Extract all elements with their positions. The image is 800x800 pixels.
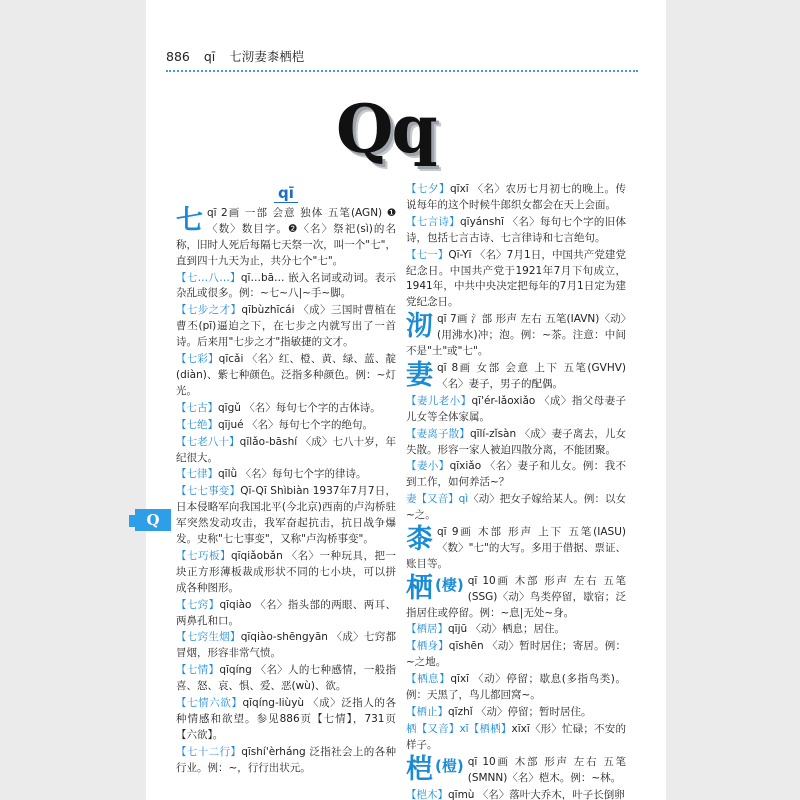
left-column xyxy=(176,184,396,778)
entry-definition: qī 2画 一部 会意 独体 五笔(AGN) ❶〈数〉数目字。❷〈名〉祭祀(sì)的名称，旧时人死后每隔七天祭一次，叫一个"七"，直到四十九天为止，共分七个"七"。 xyxy=(176,206,396,267)
entry-definition: qībùzhīcái 〈成〉三国时曹植在曹丕(pī)逼迫之下，在七步之内就写出了一首诗。后来用"七步之才"指敏捷的文才。 xyxy=(176,304,396,349)
compound-term: 【七彩】 xyxy=(176,353,219,366)
dictionary-entry xyxy=(406,394,626,426)
side-tab-letter: Q xyxy=(135,509,171,531)
dictionary-entry xyxy=(176,303,396,351)
dictionary-entry xyxy=(176,663,396,695)
header-characters: 七沏妻桼栖桤 xyxy=(229,49,305,64)
entry-definition: Qī-Qī Shìbiàn 1937年7月7日，日本侵略军向我国北平(今北京)西南的卢沟桥驻军突然发动攻击，我军奋起抗击，抗日战争爆发。史称"七七事变"，又称"卢沟桥事变"。 xyxy=(176,485,396,546)
compound-term: 【栖息】 xyxy=(406,673,451,686)
dictionary-entry xyxy=(176,630,396,662)
dictionary-entry xyxy=(406,672,626,704)
compound-term: 【妻小】 xyxy=(406,460,450,473)
headword: 桤 xyxy=(406,753,433,785)
compound-term: 【七巧板】 xyxy=(176,549,231,562)
dictionary-entry xyxy=(176,745,396,777)
entry-definition: qīqiǎobǎn 〈名〉一种玩具，把一块正方形薄板裁成形状不同的七小块，可以拼成各种图形。 xyxy=(176,549,396,594)
dictionary-entry xyxy=(176,549,396,597)
syllable-heading: qī xyxy=(176,186,396,202)
dictionary-entry xyxy=(406,427,626,459)
dictionary-entry xyxy=(406,622,626,638)
entry-definition: qī 9画 木部 形声 上下 五笔(IASU)〈数〉"七"的大写。多用于借据、票证、账目等。 xyxy=(406,526,626,570)
entry-definition: qīxī 〈名〉农历七月初七的晚上。传说每年的这个时候牛郎织女都会在天上会面。 xyxy=(406,183,627,211)
dictionary-entry xyxy=(176,484,396,548)
entry-definition: qīcǎi 〈名〉红、橙、黄、绿、蓝、靛(diàn)、紫七种颜色。泛指多种颜色。例：~灯光。 xyxy=(176,353,396,397)
compound-term: 【七绝】 xyxy=(176,418,218,431)
compound-term: 【七窍】 xyxy=(176,598,220,611)
entry-definition: qīxiǎo 〈名〉妻子和儿女。例：我不到工作，如何养活~？ xyxy=(406,460,627,489)
dictionary-entry xyxy=(406,492,626,524)
header-divider xyxy=(166,70,638,72)
compound-term: 【七情】 xyxy=(176,664,220,677)
entry-definition: qī 10画 木部 形声 左右 五笔(SMNN)〈名〉桤木。例：~林。 xyxy=(467,755,626,784)
compound-term: 【七言诗】 xyxy=(406,215,460,228)
entry-definition: qīqíng-liùyù 〈成〉泛指人的各种情感和欲望。参见886页【七情】，731页【六欲】。 xyxy=(176,697,397,741)
dictionary-entry xyxy=(406,525,626,573)
section-letter: Qq xyxy=(336,90,436,168)
entry-definition: qīlí-zǐsàn 〈成〉妻子离去，儿女失散。形容一家人被迫四散分离，不能团聚。 xyxy=(406,427,627,456)
entry-definition: qījué 〈名〉每句七个字的绝句。 xyxy=(218,418,373,431)
headword: 妻 xyxy=(406,359,433,391)
compound-term: 【七步之才】 xyxy=(176,304,242,317)
dictionary-entry xyxy=(176,206,396,270)
entry-definition: qīxī 〈动〉停留；歇息(多指鸟类)。例：天黑了，鸟儿都回窝~。 xyxy=(406,673,626,702)
headword: 桼 xyxy=(406,524,433,556)
compound-term: 【七律】 xyxy=(176,468,218,481)
dictionary-entry xyxy=(406,639,626,671)
compound-term: 妻【又音】qì xyxy=(406,493,469,506)
traditional-form: (棲) xyxy=(435,575,464,594)
dictionary-entry xyxy=(406,248,626,312)
entry-definition: 〈动〉把女子嫁给某人。例：以女~之。 xyxy=(406,493,626,522)
compound-term: 【妻儿老小】 xyxy=(406,394,472,407)
entry-definition: qīlǜ 〈名〉每句七个字的律诗。 xyxy=(218,468,367,481)
entry-definition: qīshēn 〈动〉暂时居住；寄居。例：~之地。 xyxy=(406,640,627,669)
dictionary-entry xyxy=(176,696,396,744)
dictionary-page xyxy=(146,0,666,800)
header-pinyin: qī xyxy=(203,49,216,64)
dictionary-entry xyxy=(406,312,626,360)
right-column xyxy=(406,182,626,800)
entry-definition: xīxī〈形〉忙碌；不安的样子。 xyxy=(406,722,626,751)
compound-term: 栖【又音】xī【栖栖】 xyxy=(406,722,512,735)
dictionary-entry xyxy=(176,418,396,434)
entry-definition: qīshí'èrháng 泛指社会上的各种行业。例：~，行行出状元。 xyxy=(176,745,396,774)
entry-definition: qīzhǐ 〈动〉停留；暂时居住。 xyxy=(448,706,592,718)
dictionary-entry xyxy=(176,271,396,303)
compound-term: 【桤木】 xyxy=(406,788,448,800)
entry-definition: qī 10画 木部 形声 左右 五笔(SSG)〈动〉鸟类停留，歇宿；泛指居住或停留。例：~息|无处~身。 xyxy=(406,574,626,619)
right-entries xyxy=(406,182,626,800)
page-number: 886 xyxy=(166,49,190,64)
dictionary-entry xyxy=(406,722,626,754)
dictionary-entry xyxy=(406,182,626,214)
entry-definition: qī'ér-lǎoxiǎo 〈成〉指父母妻子儿女等全体家属。 xyxy=(406,394,626,423)
compound-term: 【七七事变】 xyxy=(176,485,241,498)
headword: 栖 xyxy=(406,572,433,604)
compound-term: 【栖居】 xyxy=(406,623,448,636)
dictionary-entry xyxy=(406,755,626,787)
compound-term: 【七情六欲】 xyxy=(176,697,243,710)
dictionary-entry xyxy=(176,467,396,483)
left-entries xyxy=(176,206,396,777)
entry-definition: qīyánshī 〈名〉每句七个字的旧体诗，包括七言古诗、七言律诗和七言绝句。 xyxy=(406,215,627,244)
running-header xyxy=(166,47,314,65)
dictionary-entry xyxy=(406,574,626,622)
compound-term: 【七古】 xyxy=(176,401,218,414)
entry-definition: qī 7画 氵部 形声 左右 五笔(IAVN)〈动〉(用沸水)冲；泡。例：~茶。注意：中间不是"土"或"七"。 xyxy=(406,313,626,358)
entry-definition: Qī-Yī 〈名〉7月1日，中国共产党建党纪念日。中国共产党于1921年7月下旬成立，1941年，中共中央决定把每年的7月1日定为建党纪念日。 xyxy=(406,248,626,309)
compound-term: 【妻离子散】 xyxy=(406,427,470,440)
dictionary-entry xyxy=(406,459,626,491)
dictionary-entry xyxy=(176,598,396,630)
dictionary-entry xyxy=(406,788,626,800)
compound-term: 【七…八…】 xyxy=(176,271,241,284)
compound-term: 【栖身】 xyxy=(406,640,449,653)
traditional-form: (榿) xyxy=(435,756,464,775)
compound-term: 【七一】 xyxy=(406,248,449,261)
headword: 七 xyxy=(176,204,203,236)
entry-definition: qī 8画 女部 会意 上下 五笔(GVHV)〈名〉妻子，男子的配偶。 xyxy=(437,361,626,390)
compound-term: 【七夕】 xyxy=(406,183,450,195)
dictionary-entry xyxy=(406,215,626,247)
entry-definition: qījū 〈动〉栖息；居住。 xyxy=(448,623,565,636)
entry-definition: qīqiào 〈名〉指头部的两眼、两耳、两鼻孔和口。 xyxy=(176,598,396,627)
entry-definition: qīgǔ 〈名〉每句七个字的古体诗。 xyxy=(218,401,381,414)
entry-definition: qīqiào-shēngyān 〈成〉七窍都冒烟，形容非常气愤。 xyxy=(176,631,396,660)
entry-definition: qīqíng 〈名〉人的七种感情，一般指喜、怒、哀、惧、爱、恶(wù)、欲。 xyxy=(176,664,397,693)
dictionary-entry xyxy=(176,435,396,467)
compound-term: 【七十二行】 xyxy=(176,745,242,758)
dictionary-entry xyxy=(176,401,396,417)
entry-definition: qī…bā… 嵌入名词或动词。表示杂乱或很多。例：~七~八|~手~脚。 xyxy=(176,271,396,300)
compound-term: 【七窍生烟】 xyxy=(176,631,241,644)
headword: 沏 xyxy=(406,311,433,343)
dictionary-entry xyxy=(406,705,626,721)
dictionary-entry xyxy=(176,352,396,400)
entry-definition: qīmù 〈名〉落叶大乔木，叶子长倒卵 xyxy=(448,788,625,800)
dictionary-entry xyxy=(406,361,626,393)
entry-definition: qīlǎo-bāshí 〈成〉七八十岁，年纪很大。 xyxy=(176,435,396,464)
compound-term: 【七老八十】 xyxy=(176,435,240,448)
compound-term: 【栖止】 xyxy=(406,706,448,718)
